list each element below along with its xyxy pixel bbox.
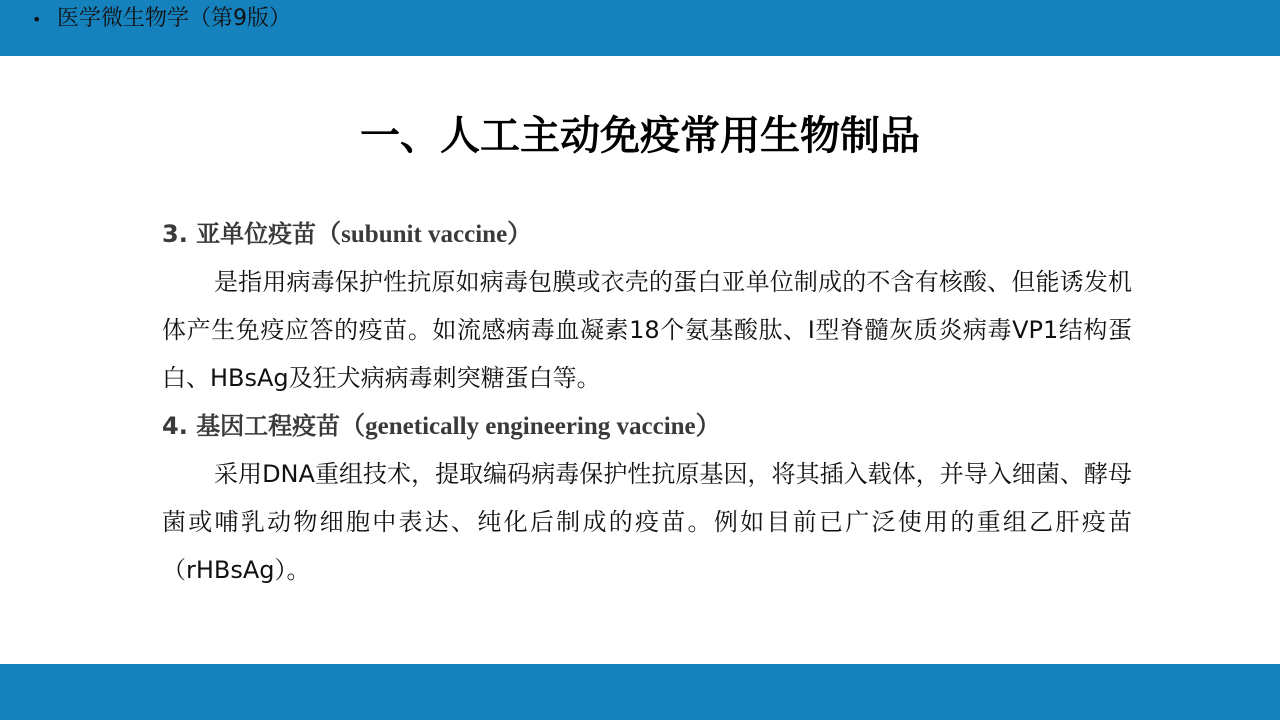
slide-content: [162, 210, 1152, 594]
book-title: 医学微生物学（第9版）: [57, 6, 291, 31]
section-heading-genetic-engineering-vaccine: [162, 402, 1152, 450]
section-heading-subunit-vaccine: [162, 210, 1152, 258]
section-body-subunit-vaccine: 是指用病毒保护性抗原如病毒包膜或衣壳的蛋白亚单位制成的不含有核酸、但能诱发机体产生免疫应答的疫苗。如流感病毒血凝素18个氨基酸肽、I型脊髓灰质炎病毒VP1结构蛋白、HBsAg及狂犬病病毒刺突糖蛋白等。: [162, 268, 1132, 392]
slide-title: 一、人工主动免疫常用生物制品: [360, 113, 920, 159]
section-body-genetic-engineering-vaccine: 采用DNA重组技术，提取编码病毒保护性抗原基因，将其插入载体，并导入细菌、酵母菌或哺乳动物细胞中表达、纯化后制成的疫苗。例如目前已广泛使用的重组乙肝疫苗（rHBsAg）。: [162, 460, 1132, 584]
section-heading-number-label: 4. 基因工程疫苗: [162, 412, 341, 440]
section-heading-english: （subunit vaccine）: [316, 221, 533, 248]
section-heading-english: （genetically engineering vaccine）: [340, 413, 721, 440]
bottom-banner: [0, 664, 1280, 720]
section-heading-number-label: 3. 亚单位疫苗: [162, 220, 317, 248]
bullet-icon: •: [32, 10, 42, 29]
top-banner: [0, 0, 1280, 56]
